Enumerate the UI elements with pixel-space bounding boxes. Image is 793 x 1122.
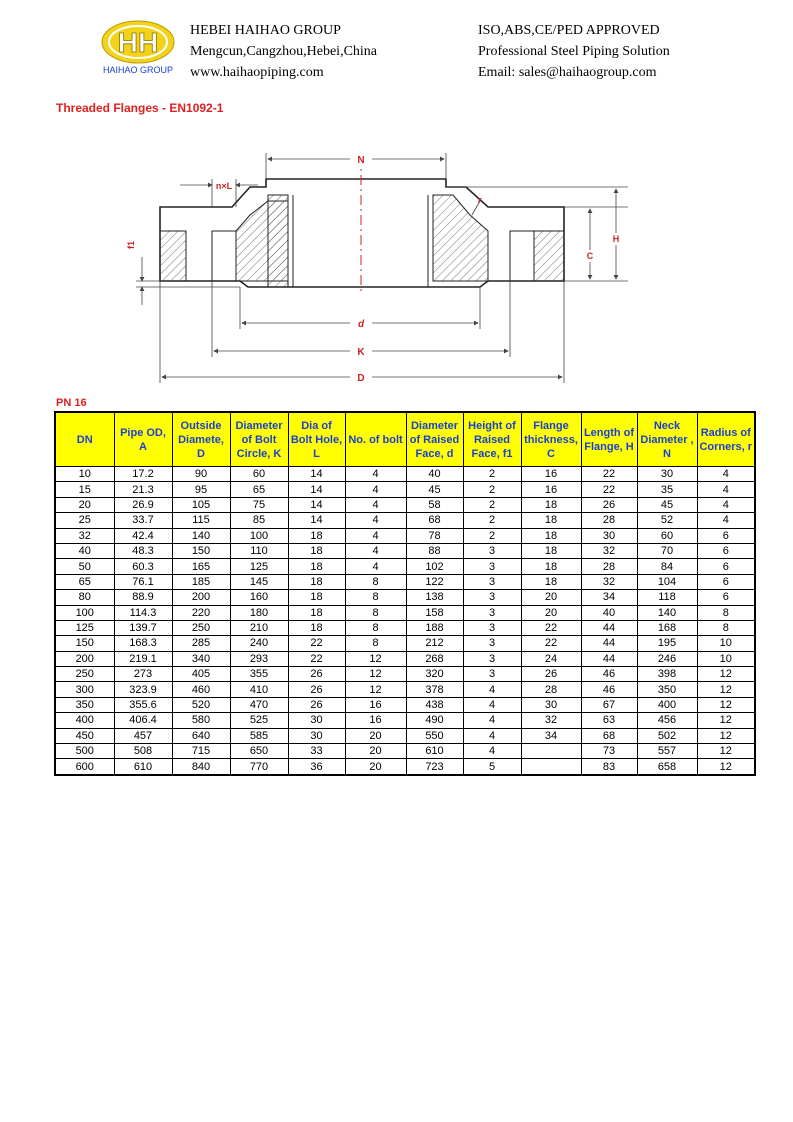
column-header: No. of bolt — [345, 412, 406, 467]
table-cell: 723 — [406, 759, 463, 775]
table-cell: 580 — [172, 713, 230, 728]
table-cell: 450 — [55, 728, 114, 743]
table-cell: 212 — [406, 636, 463, 651]
table-cell: 400 — [55, 713, 114, 728]
table-cell: 4 — [463, 682, 521, 697]
table-cell: 2 — [463, 497, 521, 512]
flange-drawing — [128, 145, 638, 390]
table-cell: 20 — [345, 728, 406, 743]
table-cell: 14 — [288, 482, 345, 497]
table-cell: 320 — [406, 667, 463, 682]
table-cell: 8 — [345, 620, 406, 635]
table-cell: 250 — [172, 620, 230, 635]
table-cell: 3 — [463, 636, 521, 651]
table-cell: 770 — [230, 759, 288, 775]
table-cell: 500 — [55, 744, 114, 759]
table-cell: 585 — [230, 728, 288, 743]
table-cell: 6 — [697, 528, 755, 543]
table-cell: 26 — [288, 697, 345, 712]
contact-email[interactable]: Email: sales@haihaogroup.com — [478, 65, 657, 80]
table-cell: 26 — [581, 497, 637, 512]
table-cell — [521, 744, 581, 759]
table-row — [55, 682, 755, 697]
table-cell: 3 — [463, 620, 521, 635]
table-cell: 32 — [581, 543, 637, 558]
table-cell: 14 — [288, 513, 345, 528]
table-cell: 68 — [406, 513, 463, 528]
document-title: Threaded Flanges - EN1092-1 — [56, 101, 224, 115]
table-cell: 88 — [406, 543, 463, 558]
table-row — [55, 528, 755, 543]
table-cell — [521, 759, 581, 775]
table-cell: 45 — [637, 497, 697, 512]
table-cell: 4 — [697, 497, 755, 512]
table-row — [55, 620, 755, 635]
table-cell: 4 — [697, 467, 755, 482]
company-logo — [98, 18, 178, 80]
table-cell: 4 — [463, 744, 521, 759]
table-cell: 219.1 — [114, 651, 172, 666]
table-cell: 3 — [463, 667, 521, 682]
table-cell: 4 — [345, 528, 406, 543]
table-cell: 16 — [345, 713, 406, 728]
table-row — [55, 467, 755, 482]
table-cell: 10 — [697, 651, 755, 666]
table-cell: 26.9 — [114, 497, 172, 512]
table-row — [55, 651, 755, 666]
table-cell: 65 — [230, 482, 288, 497]
table-cell: 48.3 — [114, 543, 172, 558]
table-cell: 6 — [697, 543, 755, 558]
table-cell: 90 — [172, 467, 230, 482]
table-cell: 16 — [521, 467, 581, 482]
table-cell: 32 — [521, 713, 581, 728]
table-cell: 42.4 — [114, 528, 172, 543]
table-cell: 34 — [521, 728, 581, 743]
table-cell: 33 — [288, 744, 345, 759]
table-cell: 398 — [637, 667, 697, 682]
label-r: r — [478, 195, 482, 205]
table-cell: 293 — [230, 651, 288, 666]
table-cell: 76.1 — [114, 574, 172, 589]
table-cell: 110 — [230, 543, 288, 558]
logo-text: HAIHAO GROUP — [102, 65, 173, 75]
table-cell: 28 — [581, 513, 637, 528]
table-cell: 12 — [697, 713, 755, 728]
table-cell: 4 — [345, 467, 406, 482]
table-cell: 456 — [637, 713, 697, 728]
table-cell: 40 — [55, 543, 114, 558]
table-cell: 34 — [581, 590, 637, 605]
table-row — [55, 574, 755, 589]
table-cell: 32 — [581, 574, 637, 589]
label-f1: f1 — [126, 240, 136, 249]
table-cell: 210 — [230, 620, 288, 635]
column-header: Pipe OD, A — [114, 412, 172, 467]
table-cell: 180 — [230, 605, 288, 620]
table-cell: 12 — [345, 667, 406, 682]
table-header-row — [55, 412, 755, 467]
label-d-small: d — [357, 319, 365, 330]
table-cell: 30 — [581, 528, 637, 543]
table-cell: 114.3 — [114, 605, 172, 620]
table-cell: 80 — [55, 590, 114, 605]
table-cell: 640 — [172, 728, 230, 743]
column-header: Diameter of Bolt Circle, K — [230, 412, 288, 467]
table-cell: 14 — [288, 467, 345, 482]
approval-text: ISO,ABS,CE/PED APPROVED — [478, 23, 660, 38]
table-cell: 140 — [637, 605, 697, 620]
table-cell: 520 — [172, 697, 230, 712]
table-cell: 188 — [406, 620, 463, 635]
table-cell: 18 — [288, 574, 345, 589]
table-cell: 8 — [697, 620, 755, 635]
table-cell: 32 — [55, 528, 114, 543]
table-cell: 557 — [637, 744, 697, 759]
table-cell: 104 — [637, 574, 697, 589]
column-header: Height of Raised Face, f1 — [463, 412, 521, 467]
table-cell: 8 — [345, 636, 406, 651]
column-header: DN — [55, 412, 114, 467]
table-cell: 50 — [55, 559, 114, 574]
table-cell: 100 — [55, 605, 114, 620]
company-website[interactable]: www.haihaopiping.com — [190, 65, 324, 80]
table-cell: 3 — [463, 605, 521, 620]
table-cell: 140 — [172, 528, 230, 543]
table-cell: 6 — [697, 574, 755, 589]
table-cell: 35 — [637, 482, 697, 497]
table-cell: 18 — [521, 574, 581, 589]
table-cell: 508 — [114, 744, 172, 759]
table-row — [55, 559, 755, 574]
table-cell: 63 — [581, 713, 637, 728]
table-row — [55, 697, 755, 712]
table-row — [55, 744, 755, 759]
table-cell: 18 — [288, 543, 345, 558]
table-cell: 20 — [521, 590, 581, 605]
table-cell: 150 — [172, 543, 230, 558]
table-cell: 18 — [521, 497, 581, 512]
table-cell: 12 — [697, 667, 755, 682]
table-cell: 22 — [521, 620, 581, 635]
label-n: N — [357, 155, 365, 166]
table-cell: 118 — [637, 590, 697, 605]
label-c: C — [586, 251, 594, 261]
table-cell: 22 — [288, 636, 345, 651]
table-cell: 84 — [637, 559, 697, 574]
table-cell: 610 — [406, 744, 463, 759]
table-cell: 46 — [581, 682, 637, 697]
table-cell: 600 — [55, 759, 114, 775]
table-cell: 58 — [406, 497, 463, 512]
table-cell: 22 — [581, 482, 637, 497]
table-row — [55, 543, 755, 558]
table-cell: 18 — [521, 543, 581, 558]
table-cell: 139.7 — [114, 620, 172, 635]
table-row — [55, 667, 755, 682]
header-left — [190, 20, 377, 83]
table-cell: 715 — [172, 744, 230, 759]
table-cell: 60 — [230, 467, 288, 482]
table-cell: 33.7 — [114, 513, 172, 528]
table-cell: 20 — [345, 744, 406, 759]
table-cell: 457 — [114, 728, 172, 743]
table-cell: 350 — [55, 697, 114, 712]
table-cell: 12 — [697, 744, 755, 759]
table-cell: 268 — [406, 651, 463, 666]
table-cell: 355 — [230, 667, 288, 682]
table-cell: 12 — [697, 682, 755, 697]
table-cell: 410 — [230, 682, 288, 697]
table-cell: 60 — [637, 528, 697, 543]
table-cell: 168 — [637, 620, 697, 635]
table-cell: 125 — [55, 620, 114, 635]
table-cell: 30 — [288, 728, 345, 743]
table-cell: 2 — [463, 513, 521, 528]
table-cell: 68 — [581, 728, 637, 743]
table-cell: 285 — [172, 636, 230, 651]
table-row — [55, 605, 755, 620]
table-cell: 60.3 — [114, 559, 172, 574]
table-cell: 18 — [288, 528, 345, 543]
table-cell: 28 — [581, 559, 637, 574]
table-cell: 150 — [55, 636, 114, 651]
table-cell: 350 — [637, 682, 697, 697]
table-cell: 525 — [230, 713, 288, 728]
table-cell: 28 — [521, 682, 581, 697]
table-cell: 195 — [637, 636, 697, 651]
label-h: H — [612, 234, 620, 244]
table-cell: 85 — [230, 513, 288, 528]
table-cell: 10 — [55, 467, 114, 482]
table-cell: 4 — [345, 543, 406, 558]
table-cell: 323.9 — [114, 682, 172, 697]
table-cell: 52 — [637, 513, 697, 528]
table-cell: 3 — [463, 651, 521, 666]
table-cell: 2 — [463, 467, 521, 482]
table-cell: 95 — [172, 482, 230, 497]
table-cell: 18 — [521, 513, 581, 528]
table-row — [55, 497, 755, 512]
company-name: HEBEI HAIHAO GROUP — [190, 23, 341, 38]
table-cell: 2 — [463, 528, 521, 543]
table-cell: 3 — [463, 590, 521, 605]
table-row — [55, 482, 755, 497]
table-cell: 490 — [406, 713, 463, 728]
table-cell: 26 — [521, 667, 581, 682]
table-cell: 125 — [230, 559, 288, 574]
table-cell: 18 — [288, 620, 345, 635]
table-cell: 145 — [230, 574, 288, 589]
table-cell: 22 — [288, 651, 345, 666]
table-cell: 658 — [637, 759, 697, 775]
table-cell: 30 — [521, 697, 581, 712]
table-cell: 6 — [697, 559, 755, 574]
table-cell: 78 — [406, 528, 463, 543]
label-k: K — [357, 347, 365, 358]
table-cell: 4 — [463, 728, 521, 743]
table-cell: 14 — [288, 497, 345, 512]
column-header: Dia of Bolt Hole, L — [288, 412, 345, 467]
table-cell: 36 — [288, 759, 345, 775]
table-cell: 4 — [697, 513, 755, 528]
company-address: Mengcun,Cangzhou,Hebei,China — [190, 44, 378, 59]
table-cell: 8 — [345, 574, 406, 589]
table-cell: 12 — [345, 651, 406, 666]
table-cell: 18 — [288, 559, 345, 574]
table-cell: 75 — [230, 497, 288, 512]
tagline: Professional Steel Piping Solution — [478, 44, 670, 59]
table-row — [55, 590, 755, 605]
table-cell: 355.6 — [114, 697, 172, 712]
table-cell: 18 — [521, 528, 581, 543]
table-cell: 12 — [697, 759, 755, 775]
table-cell: 67 — [581, 697, 637, 712]
table-row — [55, 713, 755, 728]
table-cell: 8 — [345, 590, 406, 605]
table-cell: 550 — [406, 728, 463, 743]
table-row — [55, 728, 755, 743]
table-cell: 4 — [345, 513, 406, 528]
table-cell: 40 — [406, 467, 463, 482]
table-cell: 8 — [345, 605, 406, 620]
table-cell: 138 — [406, 590, 463, 605]
table-cell: 470 — [230, 697, 288, 712]
table-cell: 160 — [230, 590, 288, 605]
table-cell: 44 — [581, 620, 637, 635]
table-cell: 12 — [697, 728, 755, 743]
column-header: Length of Flange, H — [581, 412, 637, 467]
table-cell: 5 — [463, 759, 521, 775]
table-cell: 12 — [697, 697, 755, 712]
table-cell: 17.2 — [114, 467, 172, 482]
table-cell: 105 — [172, 497, 230, 512]
table-cell: 20 — [345, 759, 406, 775]
table-cell: 378 — [406, 682, 463, 697]
table-cell: 30 — [637, 467, 697, 482]
table-cell: 4 — [345, 482, 406, 497]
table-cell: 46 — [581, 667, 637, 682]
table-cell: 18 — [288, 605, 345, 620]
table-cell: 73 — [581, 744, 637, 759]
svg-text:HH: HH — [117, 27, 159, 58]
table-cell: 88.9 — [114, 590, 172, 605]
table-cell: 4 — [463, 697, 521, 712]
table-cell: 21.3 — [114, 482, 172, 497]
table-cell: 16 — [521, 482, 581, 497]
table-cell: 158 — [406, 605, 463, 620]
header-right — [478, 20, 670, 83]
table-row — [55, 759, 755, 775]
table-cell: 16 — [345, 697, 406, 712]
table-cell: 438 — [406, 697, 463, 712]
column-header: Radius of Corners, r — [697, 412, 755, 467]
table-cell: 200 — [55, 651, 114, 666]
table-cell: 240 — [230, 636, 288, 651]
table-cell: 18 — [521, 559, 581, 574]
table-cell: 246 — [637, 651, 697, 666]
table-cell: 406.4 — [114, 713, 172, 728]
table-row — [55, 636, 755, 651]
table-row — [55, 513, 755, 528]
table-cell: 10 — [697, 636, 755, 651]
table-cell: 30 — [288, 713, 345, 728]
table-cell: 65 — [55, 574, 114, 589]
table-cell: 168.3 — [114, 636, 172, 651]
table-cell: 8 — [697, 605, 755, 620]
table-cell: 460 — [172, 682, 230, 697]
table-cell: 100 — [230, 528, 288, 543]
table-cell: 300 — [55, 682, 114, 697]
table-cell: 3 — [463, 543, 521, 558]
table-cell: 44 — [581, 636, 637, 651]
table-cell: 24 — [521, 651, 581, 666]
table-cell: 44 — [581, 651, 637, 666]
table-cell: 220 — [172, 605, 230, 620]
table-cell: 400 — [637, 697, 697, 712]
table-cell: 4 — [697, 482, 755, 497]
table-cell: 18 — [288, 590, 345, 605]
table-cell: 200 — [172, 590, 230, 605]
label-d-big: D — [357, 373, 365, 384]
table-cell: 340 — [172, 651, 230, 666]
column-header: Diameter of Raised Face, d — [406, 412, 463, 467]
table-cell: 102 — [406, 559, 463, 574]
table-cell: 26 — [288, 667, 345, 682]
table-cell: 273 — [114, 667, 172, 682]
table-cell: 45 — [406, 482, 463, 497]
column-header: Flange thickness, C — [521, 412, 581, 467]
column-header: Outside Diamete, D — [172, 412, 230, 467]
table-cell: 4 — [345, 559, 406, 574]
table-cell: 610 — [114, 759, 172, 775]
table-cell: 83 — [581, 759, 637, 775]
table-cell: 22 — [521, 636, 581, 651]
table-cell: 502 — [637, 728, 697, 743]
table-cell: 650 — [230, 744, 288, 759]
table-cell: 22 — [581, 467, 637, 482]
table-cell: 122 — [406, 574, 463, 589]
table-cell: 185 — [172, 574, 230, 589]
table-cell: 840 — [172, 759, 230, 775]
table-cell: 12 — [345, 682, 406, 697]
table-cell: 20 — [521, 605, 581, 620]
table-cell: 2 — [463, 482, 521, 497]
table-cell: 4 — [345, 497, 406, 512]
column-header: Neck Diameter , N — [637, 412, 697, 467]
table-cell: 15 — [55, 482, 114, 497]
table-cell: 165 — [172, 559, 230, 574]
table-cell: 70 — [637, 543, 697, 558]
pressure-class-label: PN 16 — [56, 397, 87, 409]
table-cell: 20 — [55, 497, 114, 512]
table-body — [55, 467, 755, 775]
table-cell: 26 — [288, 682, 345, 697]
flange-dimension-table — [54, 411, 756, 776]
table-cell: 250 — [55, 667, 114, 682]
table-cell: 40 — [581, 605, 637, 620]
table-cell: 405 — [172, 667, 230, 682]
table-cell: 4 — [463, 713, 521, 728]
table-cell: 115 — [172, 513, 230, 528]
label-nxl: n×L — [215, 181, 233, 191]
table-cell: 6 — [697, 590, 755, 605]
table-cell: 3 — [463, 559, 521, 574]
table-cell: 3 — [463, 574, 521, 589]
table-cell: 25 — [55, 513, 114, 528]
